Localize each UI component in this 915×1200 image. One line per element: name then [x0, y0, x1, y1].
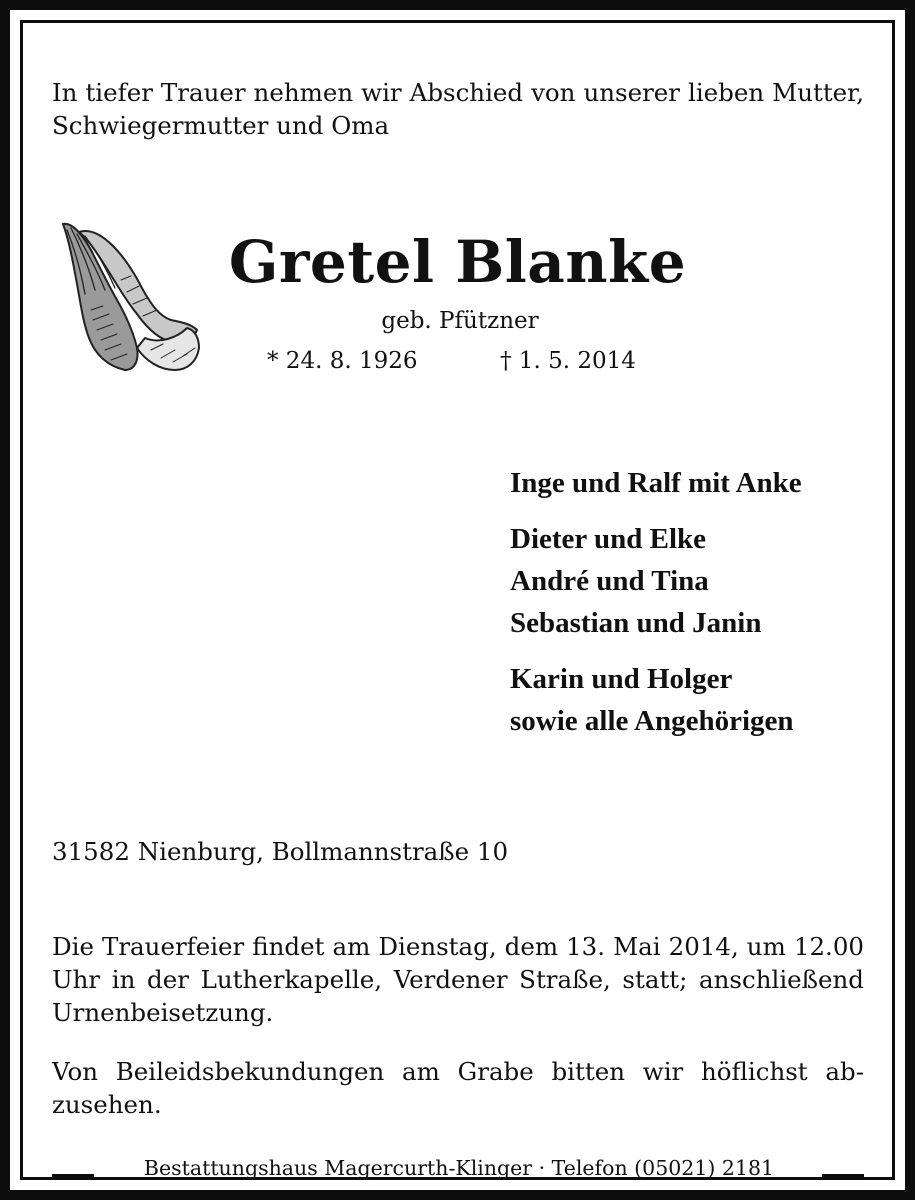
mourner-group: [510, 518, 895, 644]
intro-text: In tiefer Trauer nehmen wir Abschied von unserer lieben Mutter, Schwiegermutter und Oma: [52, 78, 864, 140]
mourner-line: Inge und Ralf mit Anke: [510, 467, 802, 499]
mourner-line: sowie alle Angehörigen: [510, 705, 794, 737]
birth-date: * 24. 8. 1926: [267, 348, 418, 374]
mourner-line: Karin und Holger: [510, 663, 733, 695]
footer-rule: [822, 1174, 864, 1177]
deceased-name: Gretel Blanke: [228, 228, 687, 296]
death-date: † 1. 5. 2014: [500, 348, 636, 374]
maiden-name: geb. Pfützner: [381, 308, 539, 334]
mourners-list: [510, 462, 895, 756]
mourner-group: [510, 462, 895, 504]
mourner-group: [510, 658, 895, 742]
mourner-line: Sebastian und Janin: [510, 607, 762, 639]
funeral-ceremony-text: Die Trauerfeier findet am Dienstag, dem 13. Mai 2014, um 12.00 Uhr in der Lutherkapelle, Verdener Straße, statt; anschließend Urnenbeisetzung.: [52, 932, 864, 1027]
mourner-line: André und Tina: [510, 565, 709, 597]
mourner-line: Dieter und Elke: [510, 523, 707, 555]
footer-rule: [52, 1174, 94, 1177]
condolence-note: Von Beileidsbekundungen am Grabe bitten wir höflichst abzusehen.: [52, 1057, 864, 1119]
funeral-home-footer: Bestattungshaus Magercurth-Klinger · Telefon (05021) 2181: [143, 1156, 775, 1180]
family-address: 31582 Nienburg, Bollmannstraße 10: [52, 837, 509, 866]
